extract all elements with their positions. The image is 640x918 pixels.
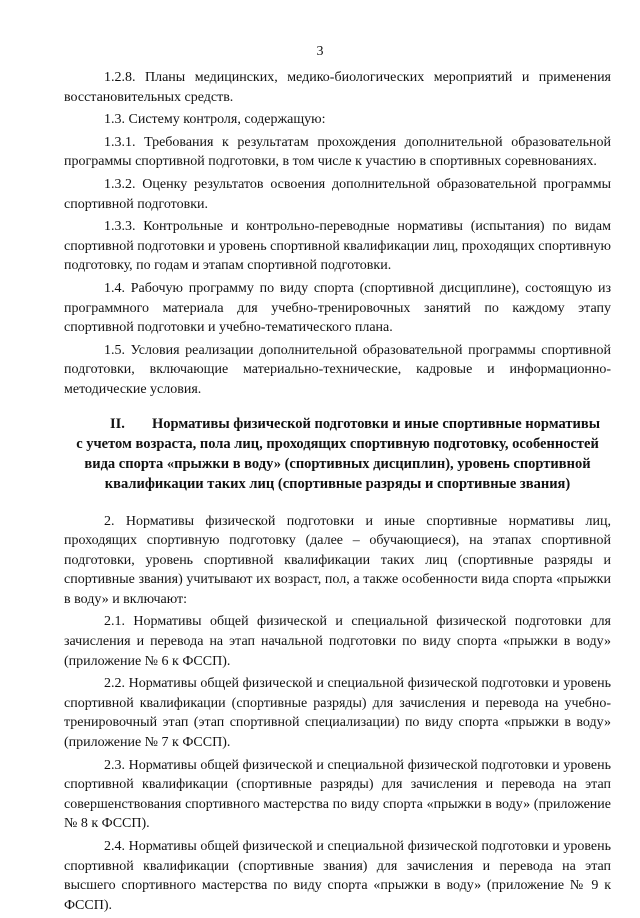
paragraph-1-4: 1.4. Рабочую программу по виду спорта (спортивной дисциплине), состоящую из программного материала для учебно-тренировочных занятий по каждому этапу спортивной подготовки и учебно-тематического плана. — [64, 280, 611, 336]
section-title-line-3: вида спорта «прыжки в воду» (спортивных дисциплин), уровень спортивной — [84, 455, 591, 472]
section-title-line-1: Нормативы физической подготовки и иные спортивные нормативы — [152, 415, 601, 432]
paragraph-2-3: 2.3. Нормативы общей физической и специальной физической подготовки и уровень спортивной квалификации (спортивные разряды) для зачисления и перевода на этап совершенствования спортивного мастерства по виду спорта «прыжки в воду» (приложение № 8 к ФССП). — [64, 757, 611, 832]
paragraph-2-4: 2.4. Нормативы общей физической и специальной физической подготовки и уровень спортивной квалификации (спортивные звания) для зачисления и перевода на этап высшего спортивного мастерства по виду спорта «прыжки в воду» (приложение № 9 к ФССП). — [64, 839, 611, 913]
paragraph-2-1: 2.1. Нормативы общей физической и специальной физической подготовки для зачисления и перевода на этап начальной подготовки по виду спорта «прыжки в воду» (приложение № 6 к ФССП). — [64, 614, 611, 669]
paragraph-2: 2. Нормативы физической подготовки и иные спортивные нормативы лиц, проходящих спортивную подготовку (далее – обучающиеся), на этапах спортивной подготовки, уровень спортивной квалификации таких лиц (спортивные разряды и спортивные звания) учитывают их возраст, пол, а также особенности вида спорта «прыжки в воду» и включают: — [64, 513, 611, 607]
page-number: 3 — [316, 44, 324, 59]
paragraph-1-3-3: 1.3.3. Контрольные и контрольно-переводные нормативы (испытания) по видам спортивной подготовки и уровень спортивной квалификации лиц, проходящих спортивную подготовку, по годам и этапам спортивной подготовки. — [64, 219, 611, 274]
section-heading — [64, 414, 611, 494]
paragraph-1-3-2: 1.3.2. Оценку результатов освоения дополнительной образовательной программы спортивной подготовки. — [64, 176, 611, 212]
document-body — [64, 68, 611, 918]
paragraph-1-5: 1.5. Условия реализации дополнительной образовательной программы спортивной подготовки, включающие материально-технические, кадровые и информационно-методические условия. — [64, 342, 611, 397]
paragraph-2-2: 2.2. Нормативы общей физической и специальной физической подготовки и уровень спортивной квалификации (спортивные разряды) для зачисления и перевода на учебно-тренировочный этап (этап спортивной специализации) по виду спорта «прыжки в воду» (приложение № 7 к ФССП). — [64, 676, 611, 751]
paragraph-1-3: 1.3. Систему контроля, содержащую: — [104, 112, 326, 128]
section-title-line-2: с учетом возраста, пола лиц, проходящих спортивную подготовку, особенностей — [76, 435, 599, 452]
paragraph-1-2-8: 1.2.8. Планы медицинских, медико-биологических мероприятий и применения восстановительных средств. — [64, 70, 611, 105]
section-title-line-4: квалификации таких лиц (спортивные разряды и спортивные звания) — [104, 475, 571, 492]
paragraph-1-3-1: 1.3.1. Требования к результатам прохождения дополнительной образовательной программы спортивной подготовки, в том числе к участию в спортивных соревнованиях. — [64, 134, 611, 170]
section-number: II. — [110, 415, 125, 432]
section-heading-line-1 — [64, 414, 611, 434]
